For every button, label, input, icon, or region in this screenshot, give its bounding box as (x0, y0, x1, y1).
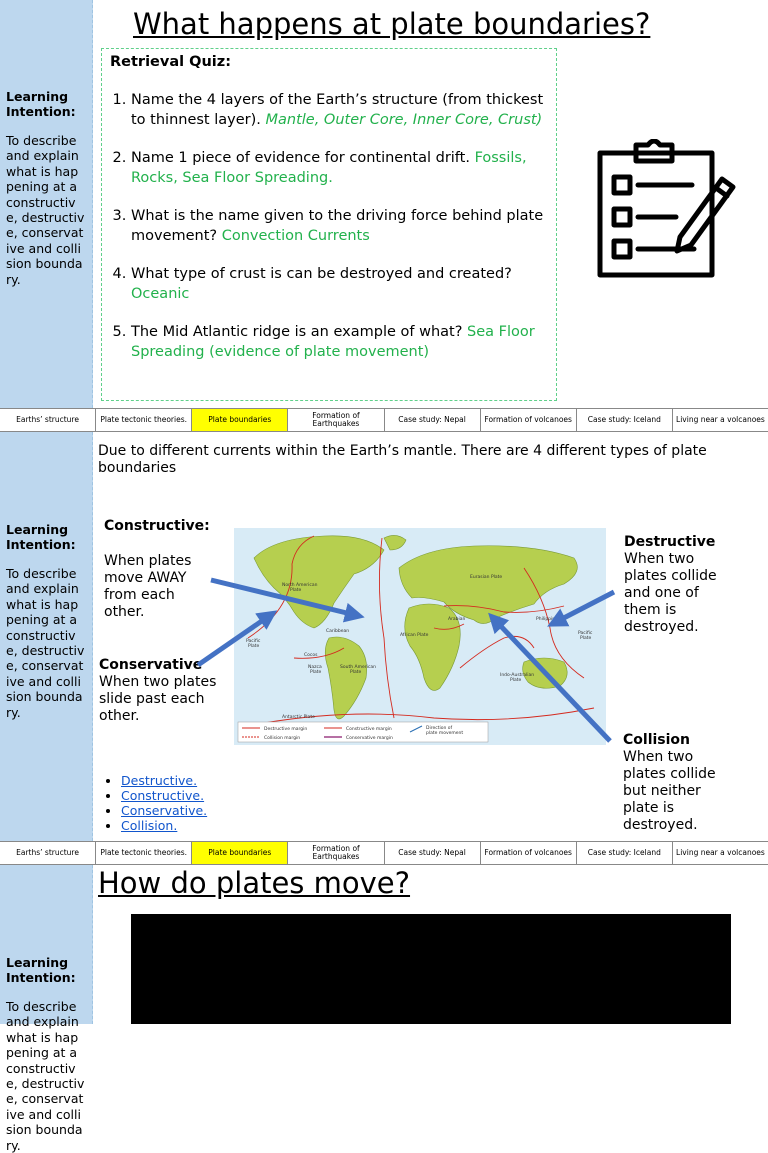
svg-text:plate movement: plate movement (426, 731, 464, 736)
quiz-question: 4. What type of crust is can be destroyed and created? Oceanic (131, 265, 551, 304)
svg-text:Constructive margin: Constructive margin (346, 727, 392, 732)
nav-tab[interactable]: Case study: Iceland (577, 409, 673, 431)
nav-tab[interactable]: Plate tectonic theories. (96, 409, 192, 431)
nav-bar-1 (0, 408, 768, 432)
svg-text:Philippine: Philippine (536, 617, 558, 622)
nav-tab[interactable]: Living near a volcanoes (676, 415, 765, 424)
svg-text:Destructive margin: Destructive margin (264, 727, 308, 732)
svg-text:African Plate: African Plate (400, 633, 429, 638)
page-title-plates-move: How do plates move? (98, 866, 411, 900)
svg-text:Eurasian Plate: Eurasian Plate (470, 575, 503, 580)
nav-tab[interactable]: Formation of volcanoes (481, 842, 577, 864)
svg-text:Pacific: Pacific (246, 639, 261, 644)
nav-tab[interactable]: Case study: Nepal (385, 842, 481, 864)
quiz-answer: Fossils, Rocks, Sea Floor Spreading. (131, 150, 527, 186)
collision-title: Collision (623, 732, 691, 748)
clipboard-checklist-icon (596, 139, 736, 279)
link-collision[interactable]: • Collision. (121, 818, 207, 833)
svg-text:North American: North American (282, 583, 318, 588)
learning-intention-text: To describe and explain what is happening at a constructive, destructive, conservative and collision boundary. (6, 133, 85, 287)
quiz-answer: Sea Floor Spreading (evidence of plate movement) (131, 324, 535, 360)
svg-text:South American: South American (340, 665, 376, 670)
nav-tab[interactable]: Earths’ structure (0, 842, 96, 864)
quiz-question: 1. Name the 4 layers of the Earth’s structure (from thickest to thinnest layer). Mantle, Outer Core, Inner Core, Crust) (131, 91, 551, 130)
nav-bar-2 (0, 841, 768, 865)
svg-text:Collision margin: Collision margin (264, 736, 301, 741)
boundary-links (103, 773, 207, 833)
svg-text:Indo-Australian: Indo-Australian (500, 673, 535, 678)
svg-text:Nazca: Nazca (308, 665, 322, 670)
constructive-title: Constructive: (104, 518, 210, 534)
nav-tab[interactable]: Case study: Iceland (577, 842, 673, 864)
svg-text:Plate: Plate (510, 678, 522, 683)
svg-text:Conservative margin: Conservative margin (346, 736, 393, 741)
nav-tab[interactable]: Formation of volcanoes (481, 409, 577, 431)
learning-intention-heading: Learning Intention: (6, 89, 76, 119)
collision-text: When two plates collide but neither plate is destroyed. (623, 749, 716, 833)
conservative-text: When two plates slide past each other. (99, 674, 217, 724)
retrieval-quiz-box (101, 48, 557, 401)
link-conservative[interactable]: • Conservative. (121, 803, 207, 818)
svg-text:Plate: Plate (310, 670, 322, 675)
destructive-text: When two plates collide and one of them is destroyed. (624, 551, 717, 635)
quiz-answer: Oceanic (131, 285, 190, 302)
constructive-text: When plates move AWAY from each other. (104, 553, 192, 620)
quiz-question: 3. What is the name given to the driving force behind plate movement? Convection Currents (131, 207, 551, 246)
svg-text:Caribbean: Caribbean (326, 629, 350, 634)
svg-text:Cocos: Cocos (304, 653, 318, 658)
nav-tab[interactable]: Plate boundaries (192, 842, 288, 864)
learning-intention-heading: Learning Intention: (6, 955, 76, 985)
destructive-title: Destructive (624, 534, 716, 550)
nav-tab[interactable]: Plate boundaries (192, 409, 288, 431)
svg-text:Antarctic Plate: Antarctic Plate (282, 715, 315, 720)
link-destructive[interactable]: • Destructive. (121, 773, 207, 788)
video-player[interactable] (131, 914, 731, 1024)
quiz-question: 5. The Mid Atlantic ridge is an example of what? Sea Floor Spreading (evidence of plate movement) (131, 323, 551, 362)
svg-text:Pacific: Pacific (578, 631, 593, 636)
nav-tab[interactable]: Formation of Earthquakes (288, 842, 384, 864)
sidebar-2 (0, 432, 93, 841)
intro-text: Due to different currents within the Earth’s mantle. There are 4 different types of plate boundaries (98, 443, 707, 476)
svg-text:Plate: Plate (290, 588, 302, 593)
conservative-title: Conservative (99, 657, 203, 673)
sidebar-3 (0, 865, 93, 1153)
learning-intention-text: To describe and explain what is happening at a constructive, destructive, conservative and collision boundary. (6, 999, 85, 1153)
nav-tab[interactable]: Formation of Earthquakes (288, 409, 384, 431)
svg-text:Plate: Plate (580, 636, 592, 641)
nav-tab[interactable]: Case study: Nepal (385, 409, 481, 431)
quiz-answer: Convection Currents (221, 227, 370, 244)
svg-text:Plate: Plate (350, 670, 362, 675)
sidebar-1 (0, 0, 93, 408)
quiz-question: 2. Name 1 piece of evidence for continental drift. Fossils, Rocks, Sea Floor Spreading. (131, 149, 551, 188)
nav-tab[interactable]: Living near a volcanoes (676, 848, 765, 857)
svg-text:Arabian: Arabian (448, 617, 466, 622)
plate-boundaries-map (234, 528, 606, 745)
svg-text:Plate: Plate (248, 644, 260, 649)
nav-tab[interactable]: Plate tectonic theories. (96, 842, 192, 864)
svg-text:Direction of: Direction of (426, 726, 453, 731)
page-title: What happens at plate boundaries? (133, 7, 651, 41)
learning-intention-text: To describe and explain what is happening at a constructive, destructive, conservative and collision boundary. (6, 566, 85, 720)
nav-tab[interactable]: Earths’ structure (0, 409, 96, 431)
link-constructive[interactable]: • Constructive. (121, 788, 207, 803)
quiz-answer: Mantle, Outer Core, Inner Core, Crust) (265, 111, 543, 128)
quiz-list (102, 91, 551, 381)
quiz-title: Retrieval Quiz: (110, 54, 231, 70)
learning-intention-heading: Learning Intention: (6, 522, 76, 552)
